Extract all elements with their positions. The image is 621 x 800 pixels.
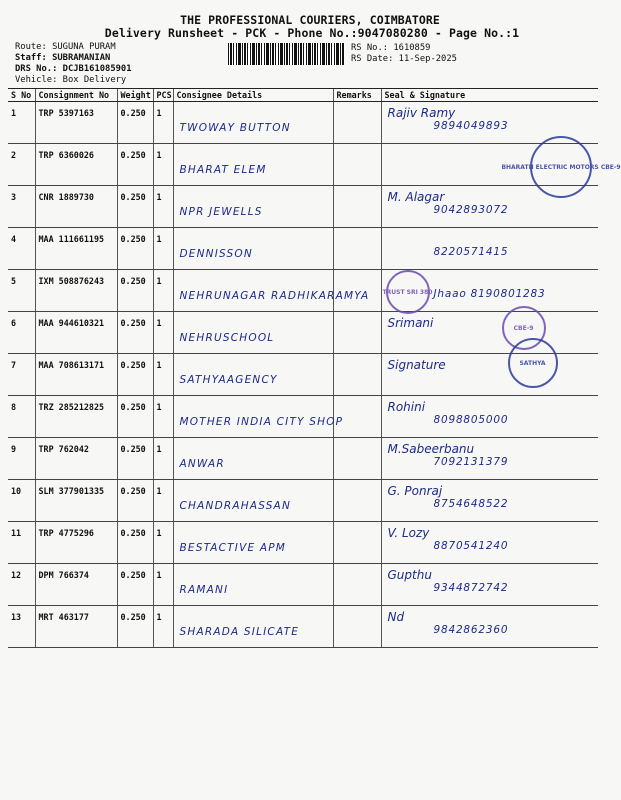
cell-weight: 0.250 [117,144,153,186]
phone-handwriting: 8220571415 [433,246,509,258]
cell-pcs: 1 [153,312,173,354]
phone-handwriting: Jhaao 8190801283 [433,288,546,300]
cell-consignment: MAA 111661195 [35,228,117,270]
phone-handwriting: 9842862360 [433,624,509,636]
phone-handwriting: 9344872742 [433,582,509,594]
col-consignee: Consignee Details [173,89,333,102]
company-title: THE PROFESSIONAL COURIERS, COIMBATORE [180,13,440,27]
phone-handwriting: 8870541240 [433,540,509,552]
phone-handwriting: 9894049893 [433,120,509,132]
cell-consignee [173,396,344,438]
table-row [8,354,598,396]
cell-weight: 0.250 [117,564,153,606]
phone-handwriting: 7092131379 [433,456,509,468]
cell-weight: 0.250 [117,354,153,396]
cell-consignee [173,480,333,522]
rs-number: RS No.: 1610859 [351,43,431,53]
col-seal-signature: Seal & Signature [381,89,598,102]
consignee-handwriting: SHARADA SILICATE [179,626,300,638]
consignee-handwriting: MOTHER INDIA CITY SHOP [179,416,344,428]
cell-sno: 10 [8,480,35,522]
cell-consignee [173,354,333,396]
cell-consignment: TRP 5397163 [35,102,117,144]
cell-consignee [173,228,333,270]
consignee-handwriting: TWOWAY BUTTON [179,122,291,134]
cell-signature [381,522,598,564]
phone-handwriting: 9042893072 [433,204,509,216]
col-weight: Weight [117,89,153,102]
company-seal-stamp: SATHYA [508,338,558,388]
cell-consignee [173,144,333,186]
cell-signature [381,270,598,312]
cell-pcs: 1 [153,270,173,312]
cell-consignment: MAA 708613171 [35,354,117,396]
table-row [8,144,598,186]
consignee-handwriting: DENNISSON [179,248,253,260]
cell-sno: 11 [8,522,35,564]
cell-weight: 0.250 [117,522,153,564]
cell-sno: 3 [8,186,35,228]
col-consignment: Consignment No [35,89,117,102]
cell-sno: 6 [8,312,35,354]
signature-handwriting: Nd [387,610,405,624]
cell-weight: 0.250 [117,186,153,228]
table-row [8,396,598,438]
signature-handwriting: M.Sabeerbanu [387,442,475,456]
staff-label: Staff: SUBRAMANIAN [15,53,111,63]
cell-consignee [173,186,333,228]
consignee-handwriting: SATHYAAGENCY [179,374,278,386]
table-row [8,312,598,354]
phone-handwriting: 8098805000 [433,414,509,426]
cell-pcs: 1 [153,606,173,648]
cell-signature [381,144,621,186]
cell-signature [381,186,598,228]
table-row [8,228,598,270]
cell-pcs: 1 [153,564,173,606]
cell-remarks [333,312,381,354]
table-row [8,564,598,606]
cell-pcs: 1 [153,228,173,270]
cell-weight: 0.250 [117,438,153,480]
cell-consignee [173,522,333,564]
cell-signature [381,480,598,522]
table-row [8,522,598,564]
cell-consignee [173,606,333,648]
signature-handwriting: Signature [387,358,446,372]
consignee-handwriting: RAMANI [179,584,229,596]
cell-signature [381,438,598,480]
cell-consignment: SLM 377901335 [35,480,117,522]
cell-consignee [173,312,333,354]
table-row [8,186,598,228]
drs-label: DRS No.: DCJB161085901 [15,64,132,74]
cell-remarks [333,438,381,480]
consignee-handwriting: NEHRUNAGAR RADHIKARAMYA [179,290,370,302]
signature-handwriting: V. Lozy [387,526,430,540]
consignee-handwriting: NPR JEWELLS [179,206,263,218]
cell-remarks [333,228,381,270]
cell-consignee [173,564,333,606]
col-pcs: PCS [153,89,173,102]
cell-remarks [333,354,381,396]
cell-weight: 0.250 [117,102,153,144]
cell-remarks [333,144,381,186]
cell-remarks [333,522,381,564]
cell-signature [381,228,598,270]
cell-remarks [333,564,381,606]
cell-pcs: 1 [153,354,173,396]
col-remarks: Remarks [333,89,381,102]
header-left-block [15,42,132,86]
cell-signature [381,396,598,438]
cell-weight: 0.250 [117,606,153,648]
cell-sno: 13 [8,606,35,648]
cell-consignment: TRZ 285212825 [35,396,117,438]
cell-signature [381,354,598,396]
signature-handwriting: Rohini [387,400,426,414]
cell-weight: 0.250 [117,270,153,312]
cell-weight: 0.250 [117,396,153,438]
cell-weight: 0.250 [117,228,153,270]
cell-sno: 1 [8,102,35,144]
cell-pcs: 1 [153,186,173,228]
cell-consignment: CNR 1889730 [35,186,117,228]
cell-remarks [333,606,381,648]
cell-remarks [333,480,381,522]
cell-consignee [173,270,370,312]
company-seal-stamp: BHARATH ELECTRIC MOTORS CBE-9 [530,136,592,198]
cell-signature [381,312,598,354]
consignee-handwriting: BESTACTIVE APM [179,542,287,554]
barcode-image [228,43,345,65]
vehicle-label: Vehicle: Box Delivery [15,75,127,85]
cell-pcs: 1 [153,480,173,522]
cell-pcs: 1 [153,396,173,438]
signature-handwriting: Gupthu [387,568,432,582]
cell-remarks [333,102,381,144]
consignee-handwriting: NEHRUSCHOOL [179,332,275,344]
cell-consignment: TRP 6360026 [35,144,117,186]
cell-pcs: 1 [153,438,173,480]
cell-sno: 4 [8,228,35,270]
consignee-handwriting: CHANDRAHASSAN [179,500,291,512]
cell-consignee [173,438,333,480]
rs-date: RS Date: 11-Sep-2025 [351,54,457,64]
cell-consignment: IXM 508876243 [35,270,117,312]
cell-remarks [333,186,381,228]
signature-handwriting: M. Alagar [387,190,445,204]
consignee-handwriting: ANWAR [179,458,225,470]
cell-sno: 7 [8,354,35,396]
cell-consignment: MRT 463177 [35,606,117,648]
table-row [8,606,598,648]
cell-pcs: 1 [153,144,173,186]
cell-weight: 0.250 [117,312,153,354]
company-seal-stamp: CBE-9 [502,306,546,350]
table-row [8,438,598,480]
col-sno: S No [8,89,35,102]
cell-consignment: TRP 762042 [35,438,117,480]
phone-handwriting: 8754648522 [433,498,509,510]
cell-sno: 12 [8,564,35,606]
cell-consignee [173,102,333,144]
company-seal-stamp: TRUST SRI 380 [386,270,430,314]
header-right-block [351,43,457,65]
cell-consignment: TRP 4775296 [35,522,117,564]
cell-sno: 2 [8,144,35,186]
table-row [8,102,598,144]
runsheet-table [8,88,621,648]
runsheet-subtitle: Delivery Runsheet - PCK - Phone No.:9047080280 - Page No.:1 [104,26,520,40]
signature-handwriting: G. Ponraj [387,484,443,498]
cell-signature [381,564,598,606]
cell-sno: 9 [8,438,35,480]
cell-sno: 5 [8,270,35,312]
cell-sno: 8 [8,396,35,438]
cell-pcs: 1 [153,522,173,564]
route-label: Route: SUGUNA PURAM [15,42,116,52]
table-header-row [8,89,598,102]
cell-signature [381,606,598,648]
cell-pcs: 1 [153,102,173,144]
cell-weight: 0.250 [117,480,153,522]
table-row [8,270,598,312]
signature-handwriting: Srimani [387,316,434,330]
cell-consignment: DPM 766374 [35,564,117,606]
cell-consignment: MAA 944610321 [35,312,117,354]
consignee-handwriting: BHARAT ELEM [179,164,267,176]
signature-handwriting: Rajiv Ramy [387,106,456,120]
table-row [8,480,598,522]
